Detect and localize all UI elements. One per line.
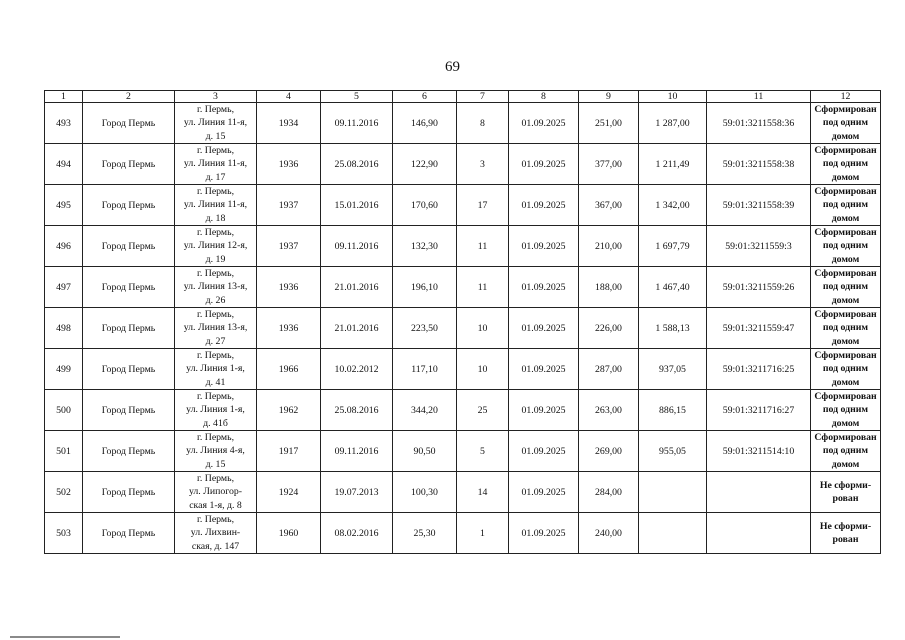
amount-cell: 886,15 <box>639 390 707 431</box>
column-header: 12 <box>811 91 881 103</box>
address-cell <box>175 226 257 267</box>
municipality-cell: Город Пермь <box>83 185 175 226</box>
table-row <box>45 144 881 185</box>
value-cell: 210,00 <box>579 226 639 267</box>
status-line: Сформирован <box>814 268 877 280</box>
status-line: под одним <box>822 322 869 334</box>
status-line: Не сформи- <box>819 479 872 491</box>
cadastral-number-cell: 59:01:3211559:47 <box>707 308 811 349</box>
status-cell <box>811 226 881 267</box>
area-cell: 132,30 <box>393 226 457 267</box>
registry-table <box>44 90 881 554</box>
address-cell <box>175 390 257 431</box>
year-cell: 1924 <box>257 472 321 513</box>
status-line: Сформирован <box>814 309 877 321</box>
status-line: Сформирован <box>814 391 877 403</box>
address-line: ул. Линия 13-я, <box>183 322 248 334</box>
address-line: ул. Линия 1-я, <box>186 404 245 416</box>
table-row <box>45 185 881 226</box>
row-number-cell: 493 <box>45 103 83 144</box>
count-cell: 1 <box>457 513 509 554</box>
count-cell: 11 <box>457 226 509 267</box>
cadastral-number-cell: 59:01:3211716:27 <box>707 390 811 431</box>
status-line: домом <box>831 417 860 429</box>
table-row <box>45 390 881 431</box>
status-cell <box>811 144 881 185</box>
page-number: 69 <box>445 59 460 75</box>
area-cell: 196,10 <box>393 267 457 308</box>
area-cell: 90,50 <box>393 431 457 472</box>
address-line: ская 1-я, д. 8 <box>189 499 242 511</box>
cadastral-number-cell: 59:01:3211558:36 <box>707 103 811 144</box>
address-line: д. 27 <box>205 335 226 347</box>
status-line: домом <box>831 458 860 470</box>
address-line: д. 41б <box>203 417 228 429</box>
value-cell: 377,00 <box>579 144 639 185</box>
deadline-cell: 01.09.2025 <box>509 144 579 185</box>
deadline-cell: 01.09.2025 <box>509 431 579 472</box>
area-cell: 100,30 <box>393 472 457 513</box>
status-line: под одним <box>822 240 869 252</box>
scan-mark <box>10 636 120 638</box>
header-row <box>45 91 881 103</box>
amount-cell: 1 467,40 <box>639 267 707 308</box>
count-cell: 3 <box>457 144 509 185</box>
status-cell <box>811 103 881 144</box>
address-line: ул. Линия 4-я, <box>186 445 245 457</box>
municipality-cell: Город Пермь <box>83 390 175 431</box>
date-cell: 21.01.2016 <box>321 308 393 349</box>
address-cell <box>175 472 257 513</box>
year-cell: 1936 <box>257 308 321 349</box>
row-number-cell: 502 <box>45 472 83 513</box>
address-line: д. 15 <box>205 130 226 142</box>
status-line: Сформирован <box>814 104 877 116</box>
year-cell: 1966 <box>257 349 321 390</box>
table-row <box>45 103 881 144</box>
status-line: Сформирован <box>814 227 877 239</box>
date-cell: 25.08.2016 <box>321 390 393 431</box>
value-cell: 251,00 <box>579 103 639 144</box>
value-cell: 226,00 <box>579 308 639 349</box>
address-line: г. Пермь, <box>196 104 235 116</box>
table-row <box>45 308 881 349</box>
cadastral-number-cell: 59:01:3211514:10 <box>707 431 811 472</box>
address-line: г. Пермь, <box>196 309 235 321</box>
area-cell: 122,90 <box>393 144 457 185</box>
year-cell: 1936 <box>257 144 321 185</box>
date-cell: 09.11.2016 <box>321 431 393 472</box>
address-cell <box>175 185 257 226</box>
value-cell: 188,00 <box>579 267 639 308</box>
deadline-cell: 01.09.2025 <box>509 226 579 267</box>
address-line: д. 26 <box>205 294 226 306</box>
address-line: г. Пермь, <box>196 186 235 198</box>
status-line: Сформирован <box>814 145 877 157</box>
status-line: домом <box>831 376 860 388</box>
amount-cell <box>639 513 707 554</box>
column-header: 7 <box>457 91 509 103</box>
date-cell: 19.07.2013 <box>321 472 393 513</box>
address-line: г. Пермь, <box>196 145 235 157</box>
address-cell <box>175 431 257 472</box>
table-body <box>45 103 881 554</box>
amount-cell <box>639 472 707 513</box>
year-cell: 1937 <box>257 226 321 267</box>
area-cell: 146,90 <box>393 103 457 144</box>
municipality-cell: Город Пермь <box>83 267 175 308</box>
table-row <box>45 431 881 472</box>
value-cell: 287,00 <box>579 349 639 390</box>
status-cell <box>811 431 881 472</box>
year-cell: 1960 <box>257 513 321 554</box>
status-line: под одним <box>822 281 869 293</box>
table-row <box>45 513 881 554</box>
year-cell: 1917 <box>257 431 321 472</box>
address-cell <box>175 144 257 185</box>
address-line: ул. Линия 1-я, <box>186 363 245 375</box>
value-cell: 263,00 <box>579 390 639 431</box>
address-line: ул. Липогор- <box>188 486 243 498</box>
column-header: 11 <box>707 91 811 103</box>
address-line: д. 19 <box>205 253 226 265</box>
municipality-cell: Город Пермь <box>83 103 175 144</box>
municipality-cell: Город Пермь <box>83 144 175 185</box>
address-line: ул. Линия 11-я, <box>183 199 248 211</box>
column-header: 2 <box>83 91 175 103</box>
amount-cell: 1 211,49 <box>639 144 707 185</box>
date-cell: 15.01.2016 <box>321 185 393 226</box>
count-cell: 14 <box>457 472 509 513</box>
status-cell <box>811 513 881 554</box>
row-number-cell: 500 <box>45 390 83 431</box>
status-cell <box>811 349 881 390</box>
amount-cell: 1 342,00 <box>639 185 707 226</box>
column-header: 8 <box>509 91 579 103</box>
count-cell: 8 <box>457 103 509 144</box>
row-number-cell: 499 <box>45 349 83 390</box>
cadastral-number-cell <box>707 472 811 513</box>
address-line: г. Пермь, <box>196 227 235 239</box>
value-cell: 284,00 <box>579 472 639 513</box>
status-line: под одним <box>822 158 869 170</box>
area-cell: 25,30 <box>393 513 457 554</box>
cadastral-number-cell <box>707 513 811 554</box>
address-line: ул. Линия 11-я, <box>183 117 248 129</box>
status-cell <box>811 267 881 308</box>
cadastral-number-cell: 59:01:3211558:39 <box>707 185 811 226</box>
column-header: 6 <box>393 91 457 103</box>
count-cell: 10 <box>457 349 509 390</box>
status-cell <box>811 185 881 226</box>
address-line: г. Пермь, <box>196 268 235 280</box>
year-cell: 1962 <box>257 390 321 431</box>
date-cell: 09.11.2016 <box>321 103 393 144</box>
address-line: д. 17 <box>205 171 226 183</box>
value-cell: 367,00 <box>579 185 639 226</box>
area-cell: 170,60 <box>393 185 457 226</box>
status-line: домом <box>831 130 860 142</box>
municipality-cell: Город Пермь <box>83 349 175 390</box>
status-line: Сформирован <box>814 350 877 362</box>
deadline-cell: 01.09.2025 <box>509 349 579 390</box>
address-cell <box>175 513 257 554</box>
column-header: 4 <box>257 91 321 103</box>
value-cell: 269,00 <box>579 431 639 472</box>
deadline-cell: 01.09.2025 <box>509 308 579 349</box>
area-cell: 117,10 <box>393 349 457 390</box>
address-line: д. 15 <box>205 458 226 470</box>
column-header: 5 <box>321 91 393 103</box>
count-cell: 5 <box>457 431 509 472</box>
municipality-cell: Город Пермь <box>83 513 175 554</box>
date-cell: 08.02.2016 <box>321 513 393 554</box>
address-line: ул. Лихвин- <box>190 527 241 539</box>
address-cell <box>175 349 257 390</box>
address-line: г. Пермь, <box>196 514 235 526</box>
table-row <box>45 226 881 267</box>
deadline-cell: 01.09.2025 <box>509 472 579 513</box>
address-line: ул. Линия 11-я, <box>183 158 248 170</box>
count-cell: 25 <box>457 390 509 431</box>
amount-cell: 1 697,79 <box>639 226 707 267</box>
deadline-cell: 01.09.2025 <box>509 390 579 431</box>
deadline-cell: 01.09.2025 <box>509 513 579 554</box>
row-number-cell: 503 <box>45 513 83 554</box>
status-line: рован <box>832 493 859 504</box>
municipality-cell: Город Пермь <box>83 472 175 513</box>
status-line: рован <box>832 534 859 545</box>
column-header: 3 <box>175 91 257 103</box>
status-line: домом <box>831 294 860 306</box>
address-cell <box>175 267 257 308</box>
status-line: Сформирован <box>814 186 877 198</box>
date-cell: 25.08.2016 <box>321 144 393 185</box>
address-line: д. 18 <box>205 212 226 224</box>
row-number-cell: 495 <box>45 185 83 226</box>
municipality-cell: Город Пермь <box>83 431 175 472</box>
address-line: ул. Линия 12-я, <box>183 240 248 252</box>
value-cell: 240,00 <box>579 513 639 554</box>
column-header: 1 <box>45 91 83 103</box>
address-line: ул. Линия 13-я, <box>183 281 248 293</box>
table-row <box>45 349 881 390</box>
row-number-cell: 501 <box>45 431 83 472</box>
status-line: под одним <box>822 445 869 457</box>
count-cell: 11 <box>457 267 509 308</box>
municipality-cell: Город Пермь <box>83 308 175 349</box>
date-cell: 21.01.2016 <box>321 267 393 308</box>
status-line: домом <box>831 171 860 183</box>
status-cell <box>811 472 881 513</box>
date-cell: 10.02.2012 <box>321 349 393 390</box>
status-cell <box>811 390 881 431</box>
deadline-cell: 01.09.2025 <box>509 267 579 308</box>
status-line: под одним <box>822 363 869 375</box>
cadastral-number-cell: 59:01:3211558:38 <box>707 144 811 185</box>
cadastral-number-cell: 59:01:3211559:3 <box>707 226 811 267</box>
row-number-cell: 496 <box>45 226 83 267</box>
status-line: под одним <box>822 199 869 211</box>
cadastral-number-cell: 59:01:3211716:25 <box>707 349 811 390</box>
count-cell: 17 <box>457 185 509 226</box>
amount-cell: 1 588,13 <box>639 308 707 349</box>
status-line: Не сформи- <box>819 520 872 532</box>
date-cell: 09.11.2016 <box>321 226 393 267</box>
count-cell: 10 <box>457 308 509 349</box>
status-cell <box>811 308 881 349</box>
year-cell: 1936 <box>257 267 321 308</box>
address-cell <box>175 308 257 349</box>
row-number-cell: 498 <box>45 308 83 349</box>
status-line: домом <box>831 212 860 224</box>
area-cell: 223,50 <box>393 308 457 349</box>
deadline-cell: 01.09.2025 <box>509 185 579 226</box>
address-cell <box>175 103 257 144</box>
municipality-cell: Город Пермь <box>83 226 175 267</box>
cadastral-number-cell: 59:01:3211559:26 <box>707 267 811 308</box>
column-header: 10 <box>639 91 707 103</box>
row-number-cell: 497 <box>45 267 83 308</box>
address-line: ская, д. 147 <box>191 540 240 552</box>
address-line: г. Пермь, <box>196 432 235 444</box>
amount-cell: 937,05 <box>639 349 707 390</box>
table-row <box>45 472 881 513</box>
address-line: г. Пермь, <box>196 391 235 403</box>
status-line: под одним <box>822 117 869 129</box>
amount-cell: 1 287,00 <box>639 103 707 144</box>
area-cell: 344,20 <box>393 390 457 431</box>
column-header: 9 <box>579 91 639 103</box>
deadline-cell: 01.09.2025 <box>509 103 579 144</box>
year-cell: 1934 <box>257 103 321 144</box>
status-line: домом <box>831 253 860 265</box>
amount-cell: 955,05 <box>639 431 707 472</box>
address-line: д. 41 <box>205 376 226 388</box>
status-line: Сформирован <box>814 432 877 444</box>
status-line: под одним <box>822 404 869 416</box>
table-row <box>45 267 881 308</box>
status-line: домом <box>831 335 860 347</box>
year-cell: 1937 <box>257 185 321 226</box>
address-line: г. Пермь, <box>196 350 235 362</box>
address-line: г. Пермь, <box>196 473 235 485</box>
row-number-cell: 494 <box>45 144 83 185</box>
